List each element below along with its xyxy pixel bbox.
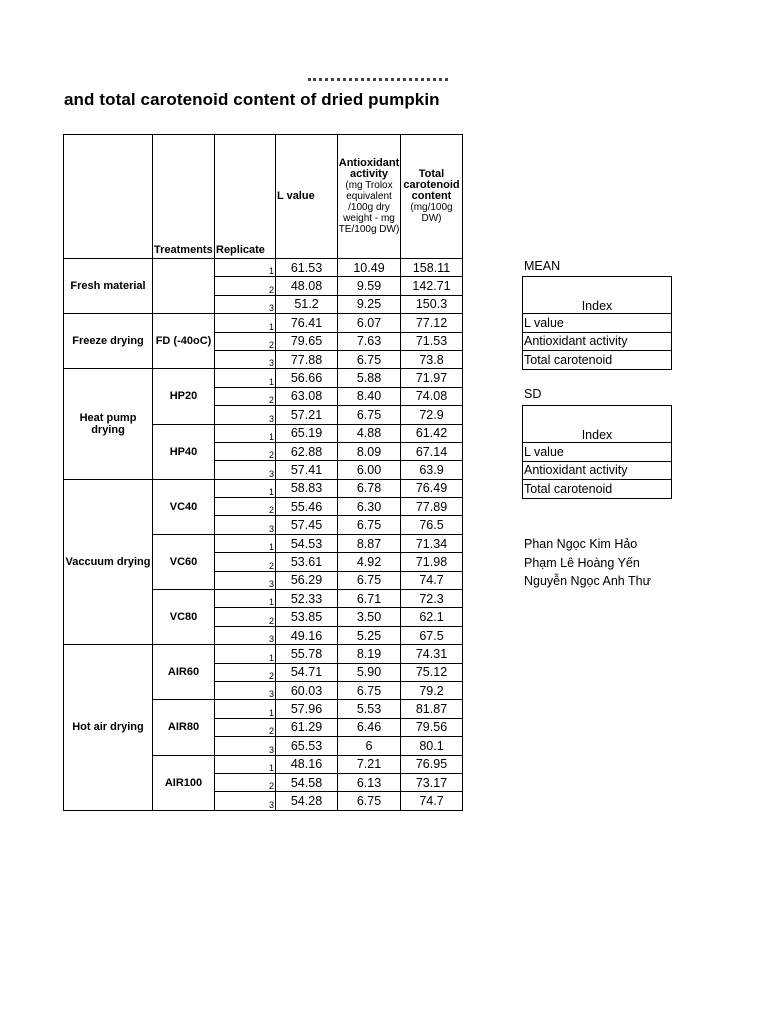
replicate-cell: 2 <box>215 277 276 295</box>
author-name: Nguyễn Ngọc Anh Thư <box>524 574 651 588</box>
carotenoid-cell: 62.1 <box>401 608 463 626</box>
antioxidant-cell: 8.87 <box>338 534 401 552</box>
table-row <box>523 351 672 370</box>
antioxidant-cell: 6.46 <box>338 718 401 736</box>
antioxidant-cell: 5.53 <box>338 700 401 718</box>
col-header-group <box>64 135 153 259</box>
replicate-cell: 2 <box>215 773 276 791</box>
replicate-cell: 3 <box>215 737 276 755</box>
index-header: Index <box>523 406 672 443</box>
replicate-cell: 2 <box>215 718 276 736</box>
index-header: Index <box>523 277 672 314</box>
replicate-cell: 2 <box>215 442 276 460</box>
table-body <box>64 259 463 811</box>
l-value-cell: 58.83 <box>276 479 338 497</box>
mean-label: MEAN <box>524 259 561 273</box>
l-value-cell: 60.03 <box>276 681 338 699</box>
table-row <box>64 314 463 332</box>
carotenoid-cell: 71.53 <box>401 332 463 350</box>
col-header-treatments: Treatments <box>153 135 215 259</box>
carotenoid-cell: 77.89 <box>401 498 463 516</box>
carotenoid-cell: 67.5 <box>401 626 463 644</box>
replicate-cell: 3 <box>215 406 276 424</box>
index-cell: Total carotenoid <box>523 480 672 499</box>
antioxidant-cell: 6 <box>338 737 401 755</box>
replicate-cell: 1 <box>215 369 276 387</box>
l-value-cell: 54.71 <box>276 663 338 681</box>
l-value-cell: 76.41 <box>276 314 338 332</box>
antioxidant-cell: 4.92 <box>338 553 401 571</box>
antioxidant-cell: 6.75 <box>338 792 401 810</box>
table-row <box>523 314 672 333</box>
replicate-cell: 2 <box>215 663 276 681</box>
replicate-cell: 2 <box>215 332 276 350</box>
data-table <box>63 134 463 811</box>
l-value-cell: 57.96 <box>276 700 338 718</box>
replicate-cell: 1 <box>215 259 276 277</box>
l-value-cell: 54.58 <box>276 773 338 791</box>
carotenoid-cell: 72.9 <box>401 406 463 424</box>
author-name: Phan Ngọc Kim Hảo <box>524 537 638 551</box>
l-value-cell: 54.28 <box>276 792 338 810</box>
antioxidant-cell: 6.00 <box>338 461 401 479</box>
carotenoid-cell: 76.5 <box>401 516 463 534</box>
page-title: and total carotenoid content of dried pumpkin <box>64 90 440 109</box>
carotenoid-cell: 74.7 <box>401 792 463 810</box>
l-value-cell: 61.29 <box>276 718 338 736</box>
carotenoid-cell: 71.98 <box>401 553 463 571</box>
carotenoid-cell: 74.7 <box>401 571 463 589</box>
group-cell: Fresh material <box>64 259 153 314</box>
index-cell: Antioxidant activity <box>523 332 672 351</box>
replicate-cell: 1 <box>215 700 276 718</box>
carotenoid-unit: (mg/100g DW) <box>410 202 453 224</box>
carotenoid-cell: 158.11 <box>401 259 463 277</box>
treatment-cell: FD (-40oC) <box>153 314 215 369</box>
antioxidant-title: Antioxidant activity <box>338 157 400 180</box>
treatment-cell <box>153 259 215 314</box>
replicate-cell: 3 <box>215 571 276 589</box>
replicate-cell: 1 <box>215 314 276 332</box>
replicate-cell: 3 <box>215 350 276 368</box>
treatment-cell: VC80 <box>153 590 215 645</box>
l-value-cell: 65.53 <box>276 737 338 755</box>
replicate-cell: 2 <box>215 387 276 405</box>
table-row <box>523 332 672 351</box>
replicate-cell: 3 <box>215 461 276 479</box>
author-name: Phạm Lê Hoàng Yến <box>524 555 640 570</box>
treatment-cell: AIR60 <box>153 645 215 700</box>
antioxidant-cell: 8.19 <box>338 645 401 663</box>
antioxidant-cell: 6.75 <box>338 516 401 534</box>
index-cell: Antioxidant activity <box>523 461 672 480</box>
treatment-cell: HP40 <box>153 424 215 479</box>
l-value-cell: 54.53 <box>276 534 338 552</box>
antioxidant-cell: 6.75 <box>338 350 401 368</box>
antioxidant-unit: (mg Trolox equivalent /100g dry weight - mg TE/100g DW) <box>338 180 400 235</box>
antioxidant-cell: 10.49 <box>338 259 401 277</box>
col-header-antioxidant <box>338 135 401 259</box>
author-list <box>524 535 651 591</box>
carotenoid-cell: 150.3 <box>401 295 463 313</box>
carotenoid-cell: 80.1 <box>401 737 463 755</box>
l-value-cell: 61.53 <box>276 259 338 277</box>
col-header-l-value: L value <box>276 135 338 259</box>
table-row <box>64 369 463 387</box>
antioxidant-cell: 5.25 <box>338 626 401 644</box>
replicate-cell: 3 <box>215 516 276 534</box>
antioxidant-cell: 6.75 <box>338 681 401 699</box>
index-cell: L value <box>523 443 672 462</box>
l-value-cell: 63.08 <box>276 387 338 405</box>
antioxidant-cell: 5.90 <box>338 663 401 681</box>
replicate-cell: 3 <box>215 681 276 699</box>
table-row <box>523 461 672 480</box>
treatment-cell: AIR100 <box>153 755 215 810</box>
antioxidant-cell: 9.25 <box>338 295 401 313</box>
l-value-cell: 57.45 <box>276 516 338 534</box>
l-value-cell: 57.41 <box>276 461 338 479</box>
group-cell: Heat pump drying <box>64 369 153 479</box>
sd-index-table <box>522 405 672 499</box>
antioxidant-cell: 6.30 <box>338 498 401 516</box>
carotenoid-cell: 75.12 <box>401 663 463 681</box>
table-row <box>64 259 463 277</box>
index-cell: L value <box>523 314 672 333</box>
mean-index-table <box>522 276 672 370</box>
l-value-cell: 56.66 <box>276 369 338 387</box>
table-row <box>523 406 672 443</box>
l-value-cell: 79.65 <box>276 332 338 350</box>
antioxidant-cell: 7.21 <box>338 755 401 773</box>
sd-label: SD <box>524 387 542 401</box>
antioxidant-cell: 3.50 <box>338 608 401 626</box>
l-value-cell: 52.33 <box>276 590 338 608</box>
carotenoid-cell: 142.71 <box>401 277 463 295</box>
header-row <box>64 135 463 259</box>
carotenoid-cell: 74.08 <box>401 387 463 405</box>
l-value-cell: 62.88 <box>276 442 338 460</box>
l-value-cell: 53.61 <box>276 553 338 571</box>
col-header-carotenoid <box>401 135 463 259</box>
replicate-cell: 1 <box>215 755 276 773</box>
antioxidant-cell: 6.75 <box>338 571 401 589</box>
treatment-cell: AIR80 <box>153 700 215 755</box>
carotenoid-cell: 76.49 <box>401 479 463 497</box>
antioxidant-cell: 8.40 <box>338 387 401 405</box>
l-value-cell: 65.19 <box>276 424 338 442</box>
group-cell: Hot air drying <box>64 645 153 811</box>
carotenoid-cell: 77.12 <box>401 314 463 332</box>
l-value-cell: 55.46 <box>276 498 338 516</box>
antioxidant-cell: 6.13 <box>338 773 401 791</box>
l-value-cell: 57.21 <box>276 406 338 424</box>
l-value-cell: 48.16 <box>276 755 338 773</box>
table-row <box>523 480 672 499</box>
carotenoid-cell: 79.2 <box>401 681 463 699</box>
l-value-cell: 51.2 <box>276 295 338 313</box>
replicate-cell: 2 <box>215 553 276 571</box>
l-value-cell: 48.08 <box>276 277 338 295</box>
table-row <box>523 443 672 462</box>
antioxidant-cell: 6.07 <box>338 314 401 332</box>
antioxidant-cell: 6.75 <box>338 406 401 424</box>
col-header-replicate: Replicate <box>215 135 276 259</box>
replicate-cell: 1 <box>215 534 276 552</box>
carotenoid-cell: 79.56 <box>401 718 463 736</box>
l-value-cell: 55.78 <box>276 645 338 663</box>
table-row <box>64 645 463 663</box>
table-row <box>523 277 672 314</box>
treatment-cell: VC40 <box>153 479 215 534</box>
treatment-cell: HP20 <box>153 369 215 424</box>
antioxidant-cell: 5.88 <box>338 369 401 387</box>
replicate-cell: 3 <box>215 792 276 810</box>
replicate-cell: 1 <box>215 590 276 608</box>
treatment-cell: VC60 <box>153 534 215 589</box>
antioxidant-cell: 9.59 <box>338 277 401 295</box>
carotenoid-cell: 81.87 <box>401 700 463 718</box>
replicate-cell: 3 <box>215 295 276 313</box>
carotenoid-cell: 67.14 <box>401 442 463 460</box>
replicate-cell: 1 <box>215 424 276 442</box>
group-cell: Vaccuum drying <box>64 479 153 645</box>
carotenoid-cell: 74.31 <box>401 645 463 663</box>
carotenoid-cell: 71.97 <box>401 369 463 387</box>
cropped-title-line <box>60 72 560 88</box>
carotenoid-cell: 73.8 <box>401 350 463 368</box>
table-row <box>64 479 463 497</box>
antioxidant-cell: 4.88 <box>338 424 401 442</box>
replicate-cell: 1 <box>215 479 276 497</box>
carotenoid-cell: 73.17 <box>401 773 463 791</box>
carotenoid-cell: 63.9 <box>401 461 463 479</box>
replicate-cell: 2 <box>215 498 276 516</box>
carotenoid-cell: 72.3 <box>401 590 463 608</box>
carotenoid-cell: 71.34 <box>401 534 463 552</box>
replicate-cell: 3 <box>215 626 276 644</box>
replicate-cell: 2 <box>215 608 276 626</box>
l-value-cell: 53.85 <box>276 608 338 626</box>
carotenoid-cell: 61.42 <box>401 424 463 442</box>
l-value-cell: 49.16 <box>276 626 338 644</box>
l-value-cell: 56.29 <box>276 571 338 589</box>
group-cell: Freeze drying <box>64 314 153 369</box>
l-value-cell: 77.88 <box>276 350 338 368</box>
carotenoid-cell: 76.95 <box>401 755 463 773</box>
index-cell: Total carotenoid <box>523 351 672 370</box>
antioxidant-cell: 8.09 <box>338 442 401 460</box>
antioxidant-cell: 6.71 <box>338 590 401 608</box>
carotenoid-title: Total carotenoid content <box>403 168 460 202</box>
replicate-cell: 1 <box>215 645 276 663</box>
antioxidant-cell: 6.78 <box>338 479 401 497</box>
antioxidant-cell: 7.63 <box>338 332 401 350</box>
